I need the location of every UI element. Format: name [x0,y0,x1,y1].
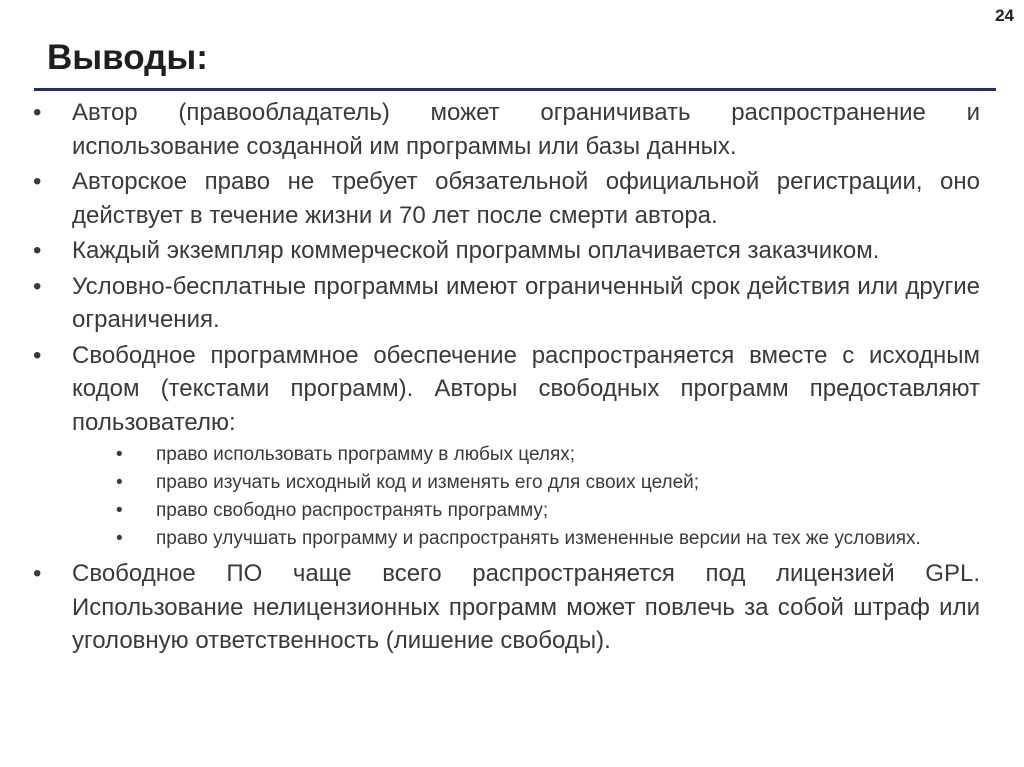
bullet-marker: • [33,99,42,126]
sub-bullet-list [30,441,980,553]
bullet-text: Условно-бесплатные программы имеют ограниченный срок действия или другие ограничения. [72,272,980,333]
slide-title: Выводы: [47,38,208,77]
title-divider [34,88,996,91]
bullet-text: Свободное программное обеспечение распространяется вместе с исходным кодом (текстами программ). Авторы свободных программ предоставляют пользователю: [72,341,980,436]
bullet-item [30,557,980,658]
bullet-marker: • [33,560,42,587]
bullet-item [30,339,980,440]
bullet-marker: • [33,341,42,369]
sub-bullet-marker: • [116,444,123,465]
bullet-item [30,270,980,337]
sub-bullet-item [30,469,980,497]
sub-bullet-text: право использовать программу в любых целях; [156,444,576,465]
sub-bullet-text: право изучать исходный код и изменять его для своих целей; [156,472,700,493]
bullet-item [30,234,980,268]
bullet-marker: • [33,237,42,264]
bullet-text: Каждый экземпляр коммерческой программы оплачивается заказчиком. [72,237,880,264]
bullet-text: Автор (правообладатель) может ограничивать распространение и использование созданной им программы или базы данных. [72,99,980,160]
sub-bullet-text: право улучшать программу и распространять измененные версии на тех же условиях. [156,528,921,549]
sub-bullet-item [30,525,980,553]
bullet-text: Свободное ПО чаще всего распространяется под лицензией GPL. Использование нелицензионных программ может повлечь за собой штраф или уголовную ответственность (лишение свободы). [72,560,980,654]
bullet-item [30,165,980,232]
bullet-marker: • [33,168,42,195]
sub-bullet-item [30,497,980,525]
bullet-item [30,96,980,163]
bullet-marker: • [33,272,42,300]
sub-bullet-text: право свободно распространять программу; [156,500,549,521]
bullet-list [30,96,980,660]
sub-bullet-marker: • [116,528,123,549]
page-number: 24 [995,6,1014,25]
sub-bullet-item [30,441,980,469]
sub-bullet-marker: • [116,472,123,493]
bullet-text: Авторское право не требует обязательной официальной регистрации, оно действует в течение жизни и 70 лет после смерти автора. [72,168,980,229]
sub-bullet-marker: • [116,500,123,521]
